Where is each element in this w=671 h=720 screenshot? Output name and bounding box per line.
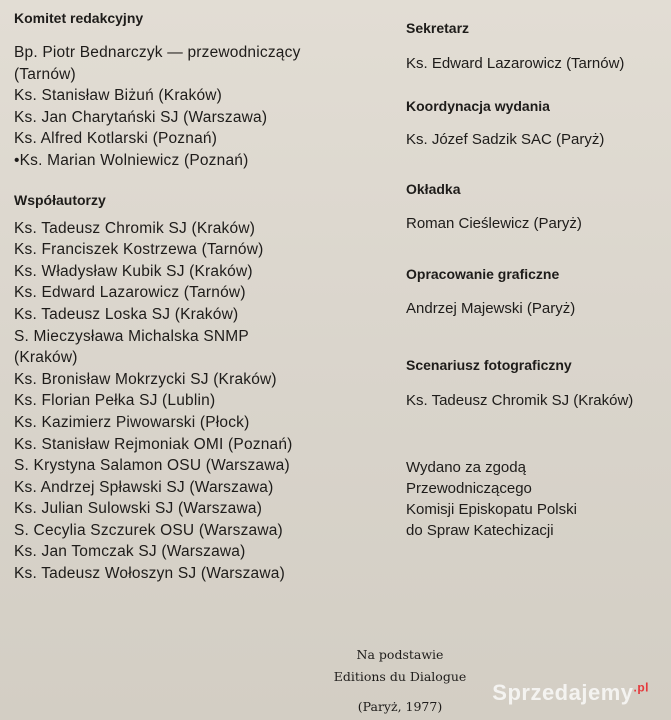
watermark: [492, 680, 649, 706]
coauthor: Ks. Stanisław Rejmoniak OMI (Poznań): [14, 435, 293, 453]
publication-note: [280, 644, 520, 718]
approval-line: Przewodniczącego: [406, 480, 532, 497]
committee-member: Ks. Stanisław Biżuń (Kraków): [14, 87, 223, 105]
publication-note-line3: (Paryż, 1977): [357, 699, 443, 714]
watermark-suffix: .pl: [633, 680, 649, 695]
committee-list: [14, 42, 394, 172]
approval-block: [406, 457, 668, 541]
graphics-block: [406, 266, 668, 319]
coauthor: S. Cecylia Szczurek OSU (Warszawa): [14, 521, 283, 539]
coauthor: (Kraków): [14, 349, 78, 367]
coauthors-heading: Współautorzy: [14, 191, 106, 208]
secretary-block: [406, 20, 668, 74]
approval-line: Wydano za zgodą: [406, 459, 526, 476]
approval-line: do Spraw Katechizacji: [406, 522, 554, 539]
coauthor: Ks. Florian Pełka SJ (Lublin): [14, 392, 216, 410]
secretary-name: Ks. Edward Lazarowicz (Tarnów): [406, 55, 625, 72]
graphics-heading: Opracowanie graficzne: [406, 266, 560, 282]
coauthor: Ks. Tadeusz Loska SJ (Kraków): [14, 305, 239, 323]
coauthor: Ks. Julian Sulowski SJ (Warszawa): [14, 500, 263, 518]
photo-block: [406, 357, 668, 411]
coauthor: Ks. Bronisław Mokrzycki SJ (Kraków): [14, 370, 277, 388]
coordination-block: [406, 98, 668, 150]
secretary-heading: Sekretarz: [406, 20, 470, 36]
left-column: [14, 10, 394, 585]
publication-note-line2: Editions du Dialogue: [333, 669, 467, 684]
publication-note-line1: Na podstawie: [356, 647, 444, 662]
committee-member: (Tarnów): [14, 65, 76, 83]
coauthor: Ks. Tadeusz Wołoszyn SJ (Warszawa): [14, 565, 285, 583]
cover-heading: Okładka: [406, 181, 461, 197]
coauthor: Ks. Andrzej Spławski SJ (Warszawa): [14, 478, 274, 496]
committee-member: Ks. Jan Charytański SJ (Warszawa): [14, 108, 268, 126]
cover-name: Roman Cieślewicz (Paryż): [406, 215, 582, 232]
coordination-heading: Koordynacja wydania: [406, 98, 550, 114]
committee-member: •Ks. Marian Wolniewicz (Poznań): [14, 151, 249, 169]
watermark-text: Sprzedajemy: [492, 680, 634, 705]
photo-heading: Scenariusz fotograficzny: [406, 357, 572, 373]
committee-member: Ks. Alfred Kotlarski (Poznań): [14, 130, 218, 148]
graphics-name: Andrzej Majewski (Paryż): [406, 300, 576, 317]
committee-heading: Komitet redakcyjny: [14, 10, 144, 26]
coauthor: Ks. Kazimierz Piwowarski (Płock): [14, 413, 250, 431]
coauthor: Ks. Jan Tomczak SJ (Warszawa): [14, 543, 246, 561]
photo-name: Ks. Tadeusz Chromik SJ (Kraków): [406, 392, 634, 409]
right-column: [406, 20, 668, 541]
cover-block: [406, 181, 668, 234]
coauthor: S. Krystyna Salamon OSU (Warszawa): [14, 457, 290, 475]
coauthor: Ks. Edward Lazarowicz (Tarnów): [14, 284, 246, 302]
coauthors-list: [14, 218, 394, 585]
committee-member: Bp. Piotr Bednarczyk — przewodniczący: [14, 44, 301, 61]
coauthor: Ks. Franciszek Kostrzewa (Tarnów): [14, 241, 264, 259]
coauthor: Ks. Tadeusz Chromik SJ (Kraków): [14, 219, 256, 237]
coauthor: S. Mieczysława Michalska SNMP: [14, 327, 249, 345]
coordination-name: Ks. Józef Sadzik SAC (Paryż): [406, 131, 605, 148]
coauthor: Ks. Władysław Kubik SJ (Kraków): [14, 262, 253, 280]
approval-line: Komisji Episkopatu Polski: [406, 501, 577, 518]
